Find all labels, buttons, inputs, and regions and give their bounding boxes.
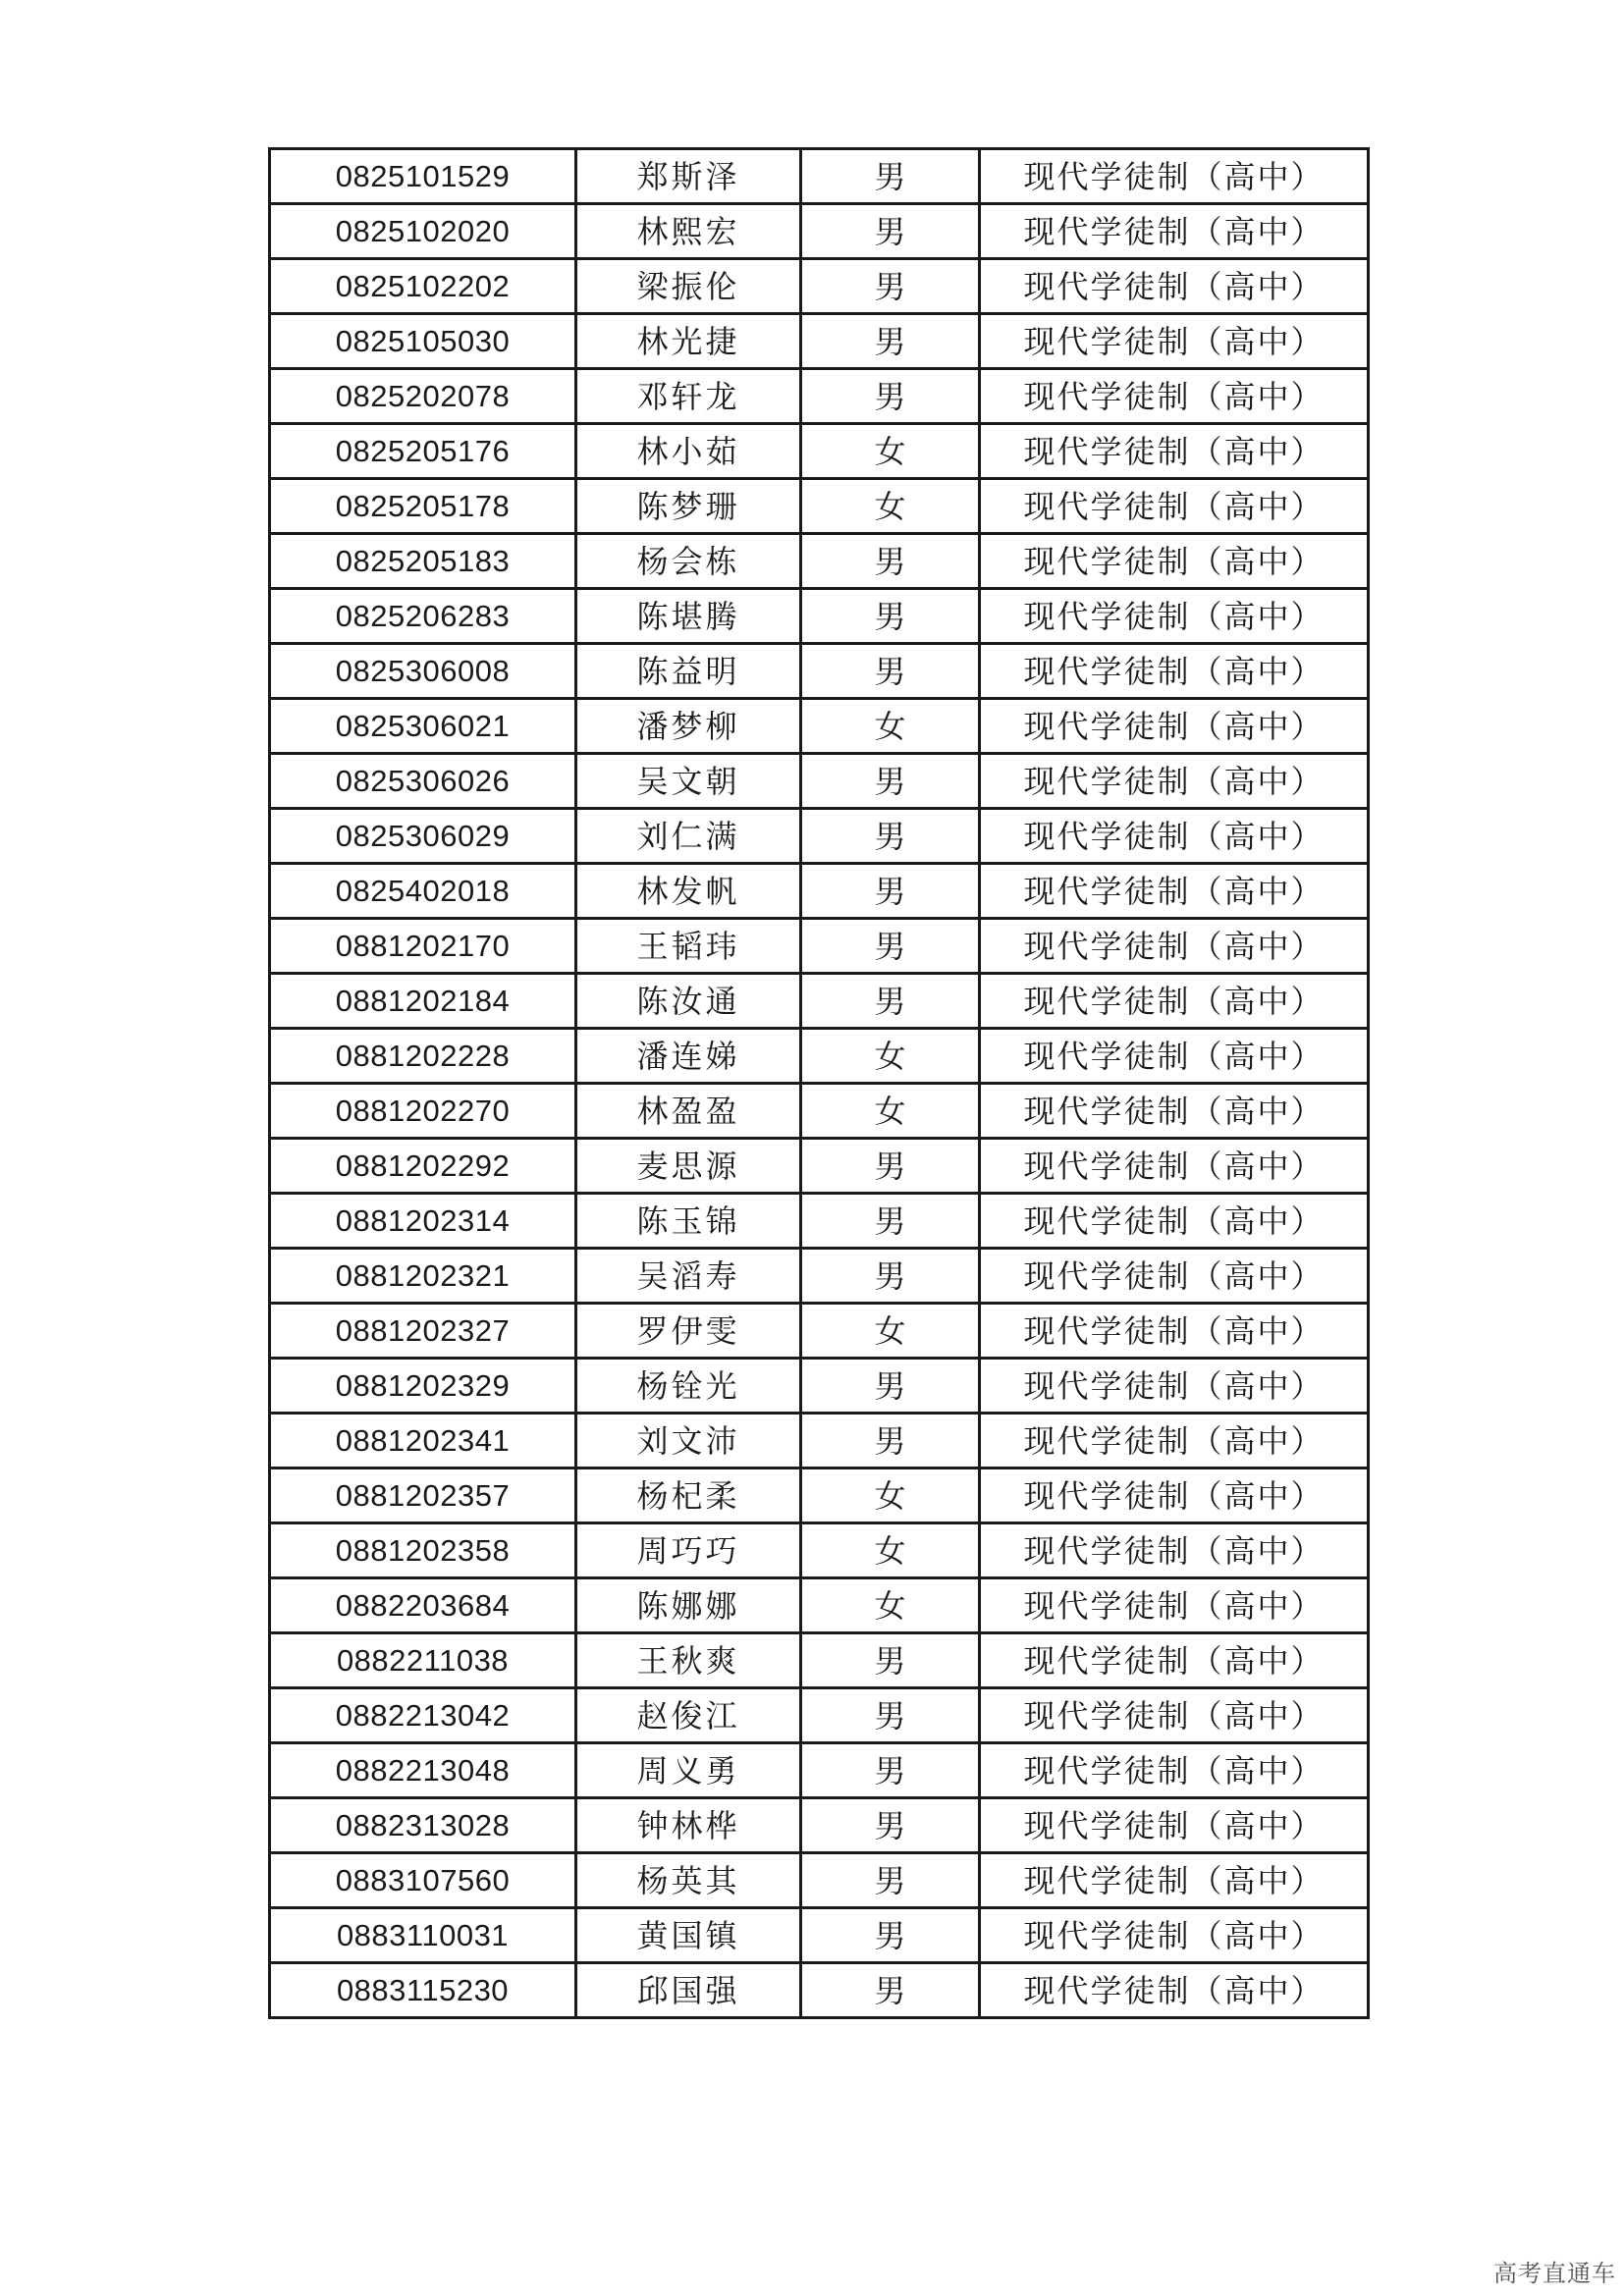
program-cell: 现代学徒制（高中） bbox=[980, 1743, 1369, 1798]
watermark-text: 高考直通车 bbox=[1493, 2260, 1616, 2287]
student-id-cell: 0881202329 bbox=[270, 1359, 576, 1414]
program-cell: 现代学徒制（高中） bbox=[980, 1084, 1369, 1139]
table-row bbox=[270, 864, 1369, 919]
program-cell: 现代学徒制（高中） bbox=[980, 1633, 1369, 1688]
student-id-cell: 0825105030 bbox=[270, 314, 576, 369]
table-row bbox=[270, 314, 1369, 369]
table-row bbox=[270, 699, 1369, 754]
gender-cell: 男 bbox=[801, 1414, 980, 1468]
student-name-cell: 林光捷 bbox=[576, 314, 801, 369]
gender-cell: 男 bbox=[801, 1633, 980, 1688]
student-name-cell: 梁振伦 bbox=[576, 259, 801, 314]
program-cell: 现代学徒制（高中） bbox=[980, 314, 1369, 369]
program-cell: 现代学徒制（高中） bbox=[980, 1688, 1369, 1743]
gender-cell: 男 bbox=[801, 314, 980, 369]
program-cell: 现代学徒制（高中） bbox=[980, 259, 1369, 314]
student-id-cell: 0825402018 bbox=[270, 864, 576, 919]
student-name-cell: 林小茹 bbox=[576, 424, 801, 479]
gender-cell: 男 bbox=[801, 1798, 980, 1853]
table-row bbox=[270, 919, 1369, 974]
table-row bbox=[270, 1414, 1369, 1468]
gender-cell: 男 bbox=[801, 589, 980, 644]
gender-cell: 男 bbox=[801, 1963, 980, 2018]
table-row bbox=[270, 1963, 1369, 2018]
student-id-cell: 0825205183 bbox=[270, 534, 576, 589]
student-id-cell: 0881202321 bbox=[270, 1249, 576, 1304]
student-name-cell: 林发帆 bbox=[576, 864, 801, 919]
student-id-cell: 0881202357 bbox=[270, 1468, 576, 1523]
table-row bbox=[270, 259, 1369, 314]
gender-cell: 女 bbox=[801, 1029, 980, 1084]
table-row bbox=[270, 204, 1369, 259]
student-name-cell: 陈益明 bbox=[576, 644, 801, 699]
student-id-cell: 0825102020 bbox=[270, 204, 576, 259]
program-cell: 现代学徒制（高中） bbox=[980, 479, 1369, 534]
roster-table-body bbox=[270, 149, 1369, 2018]
table-row bbox=[270, 149, 1369, 204]
table-row bbox=[270, 1908, 1369, 1963]
student-name-cell: 杨会栋 bbox=[576, 534, 801, 589]
student-id-cell: 0825205176 bbox=[270, 424, 576, 479]
table-row bbox=[270, 1853, 1369, 1908]
table-row bbox=[270, 369, 1369, 424]
student-id-cell: 0881202270 bbox=[270, 1084, 576, 1139]
student-name-cell: 麦思源 bbox=[576, 1139, 801, 1194]
gender-cell: 男 bbox=[801, 1359, 980, 1414]
gender-cell: 女 bbox=[801, 699, 980, 754]
student-id-cell: 0882313028 bbox=[270, 1798, 576, 1853]
program-cell: 现代学徒制（高中） bbox=[980, 1798, 1369, 1853]
gender-cell: 男 bbox=[801, 1688, 980, 1743]
program-cell: 现代学徒制（高中） bbox=[980, 424, 1369, 479]
program-cell: 现代学徒制（高中） bbox=[980, 699, 1369, 754]
student-name-cell: 潘连娣 bbox=[576, 1029, 801, 1084]
table-row bbox=[270, 644, 1369, 699]
gender-cell: 女 bbox=[801, 1468, 980, 1523]
table-row bbox=[270, 809, 1369, 864]
program-cell: 现代学徒制（高中） bbox=[980, 1853, 1369, 1908]
gender-cell: 男 bbox=[801, 809, 980, 864]
gender-cell: 男 bbox=[801, 644, 980, 699]
table-row bbox=[270, 1084, 1369, 1139]
gender-cell: 男 bbox=[801, 1908, 980, 1963]
table-row bbox=[270, 1139, 1369, 1194]
student-name-cell: 杨杞柔 bbox=[576, 1468, 801, 1523]
gender-cell: 男 bbox=[801, 1743, 980, 1798]
gender-cell: 男 bbox=[801, 974, 980, 1029]
student-id-cell: 0825202078 bbox=[270, 369, 576, 424]
gender-cell: 女 bbox=[801, 1304, 980, 1359]
student-name-cell: 林熙宏 bbox=[576, 204, 801, 259]
student-name-cell: 罗伊雯 bbox=[576, 1304, 801, 1359]
table-row bbox=[270, 754, 1369, 809]
student-id-cell: 0825306008 bbox=[270, 644, 576, 699]
student-name-cell: 刘仁满 bbox=[576, 809, 801, 864]
gender-cell: 男 bbox=[801, 754, 980, 809]
program-cell: 现代学徒制（高中） bbox=[980, 1578, 1369, 1633]
program-cell: 现代学徒制（高中） bbox=[980, 149, 1369, 204]
student-name-cell: 黄国镇 bbox=[576, 1908, 801, 1963]
gender-cell: 男 bbox=[801, 864, 980, 919]
gender-cell: 男 bbox=[801, 919, 980, 974]
table-row bbox=[270, 1633, 1369, 1688]
student-id-cell: 0825306029 bbox=[270, 809, 576, 864]
student-name-cell: 杨英其 bbox=[576, 1853, 801, 1908]
table-row bbox=[270, 1194, 1369, 1249]
student-id-cell: 0883115230 bbox=[270, 1963, 576, 2018]
table-row bbox=[270, 1798, 1369, 1853]
student-name-cell: 周巧巧 bbox=[576, 1523, 801, 1578]
student-id-cell: 0882203684 bbox=[270, 1578, 576, 1633]
gender-cell: 男 bbox=[801, 369, 980, 424]
gender-cell: 男 bbox=[801, 1853, 980, 1908]
student-id-cell: 0881202341 bbox=[270, 1414, 576, 1468]
program-cell: 现代学徒制（高中） bbox=[980, 754, 1369, 809]
table-row bbox=[270, 1578, 1369, 1633]
table-row bbox=[270, 1029, 1369, 1084]
table-row bbox=[270, 1468, 1369, 1523]
gender-cell: 男 bbox=[801, 534, 980, 589]
program-cell: 现代学徒制（高中） bbox=[980, 919, 1369, 974]
student-id-cell: 0881202314 bbox=[270, 1194, 576, 1249]
table-row bbox=[270, 424, 1369, 479]
student-name-cell: 钟林桦 bbox=[576, 1798, 801, 1853]
table-row bbox=[270, 534, 1369, 589]
student-name-cell: 郑斯泽 bbox=[576, 149, 801, 204]
gender-cell: 女 bbox=[801, 1523, 980, 1578]
student-name-cell: 潘梦柳 bbox=[576, 699, 801, 754]
student-name-cell: 陈娜娜 bbox=[576, 1578, 801, 1633]
student-id-cell: 0881202358 bbox=[270, 1523, 576, 1578]
student-id-cell: 0825205178 bbox=[270, 479, 576, 534]
table-row bbox=[270, 974, 1369, 1029]
program-cell: 现代学徒制（高中） bbox=[980, 1029, 1369, 1084]
student-id-cell: 0881202327 bbox=[270, 1304, 576, 1359]
student-id-cell: 0825102202 bbox=[270, 259, 576, 314]
student-id-cell: 0882213042 bbox=[270, 1688, 576, 1743]
student-name-cell: 林盈盈 bbox=[576, 1084, 801, 1139]
table-row bbox=[270, 1688, 1369, 1743]
student-name-cell: 刘文沛 bbox=[576, 1414, 801, 1468]
program-cell: 现代学徒制（高中） bbox=[980, 534, 1369, 589]
student-id-cell: 0882211038 bbox=[270, 1633, 576, 1688]
table-row bbox=[270, 479, 1369, 534]
gender-cell: 男 bbox=[801, 259, 980, 314]
student-name-cell: 王秋爽 bbox=[576, 1633, 801, 1688]
student-id-cell: 0825206283 bbox=[270, 589, 576, 644]
gender-cell: 男 bbox=[801, 1194, 980, 1249]
table-row bbox=[270, 589, 1369, 644]
program-cell: 现代学徒制（高中） bbox=[980, 864, 1369, 919]
program-cell: 现代学徒制（高中） bbox=[980, 204, 1369, 259]
student-name-cell: 邱国强 bbox=[576, 1963, 801, 2018]
program-cell: 现代学徒制（高中） bbox=[980, 1523, 1369, 1578]
table-row bbox=[270, 1523, 1369, 1578]
program-cell: 现代学徒制（高中） bbox=[980, 1194, 1369, 1249]
program-cell: 现代学徒制（高中） bbox=[980, 1963, 1369, 2018]
student-name-cell: 王韬玮 bbox=[576, 919, 801, 974]
program-cell: 现代学徒制（高中） bbox=[980, 589, 1369, 644]
student-name-cell: 赵俊江 bbox=[576, 1688, 801, 1743]
program-cell: 现代学徒制（高中） bbox=[980, 809, 1369, 864]
program-cell: 现代学徒制（高中） bbox=[980, 1304, 1369, 1359]
student-name-cell: 陈玉锦 bbox=[576, 1194, 801, 1249]
gender-cell: 女 bbox=[801, 424, 980, 479]
student-id-cell: 0882213048 bbox=[270, 1743, 576, 1798]
student-name-cell: 杨铨光 bbox=[576, 1359, 801, 1414]
program-cell: 现代学徒制（高中） bbox=[980, 1468, 1369, 1523]
program-cell: 现代学徒制（高中） bbox=[980, 644, 1369, 699]
table-row bbox=[270, 1359, 1369, 1414]
student-name-cell: 吴文朝 bbox=[576, 754, 801, 809]
student-name-cell: 周义勇 bbox=[576, 1743, 801, 1798]
student-id-cell: 0881202292 bbox=[270, 1139, 576, 1194]
program-cell: 现代学徒制（高中） bbox=[980, 1249, 1369, 1304]
student-id-cell: 0881202170 bbox=[270, 919, 576, 974]
program-cell: 现代学徒制（高中） bbox=[980, 1414, 1369, 1468]
table-row bbox=[270, 1304, 1369, 1359]
student-id-cell: 0883110031 bbox=[270, 1908, 576, 1963]
program-cell: 现代学徒制（高中） bbox=[980, 974, 1369, 1029]
program-cell: 现代学徒制（高中） bbox=[980, 1359, 1369, 1414]
program-cell: 现代学徒制（高中） bbox=[980, 369, 1369, 424]
student-id-cell: 0881202184 bbox=[270, 974, 576, 1029]
gender-cell: 男 bbox=[801, 149, 980, 204]
gender-cell: 女 bbox=[801, 1084, 980, 1139]
student-id-cell: 0825306021 bbox=[270, 699, 576, 754]
student-name-cell: 吴滔寿 bbox=[576, 1249, 801, 1304]
table-row bbox=[270, 1743, 1369, 1798]
gender-cell: 女 bbox=[801, 1578, 980, 1633]
student-id-cell: 0883107560 bbox=[270, 1853, 576, 1908]
program-cell: 现代学徒制（高中） bbox=[980, 1908, 1369, 1963]
student-name-cell: 邓轩龙 bbox=[576, 369, 801, 424]
gender-cell: 男 bbox=[801, 204, 980, 259]
student-id-cell: 0825306026 bbox=[270, 754, 576, 809]
student-name-cell: 陈梦珊 bbox=[576, 479, 801, 534]
table-row bbox=[270, 1249, 1369, 1304]
student-name-cell: 陈堪腾 bbox=[576, 589, 801, 644]
student-name-cell: 陈汝通 bbox=[576, 974, 801, 1029]
gender-cell: 女 bbox=[801, 479, 980, 534]
gender-cell: 男 bbox=[801, 1249, 980, 1304]
student-id-cell: 0881202228 bbox=[270, 1029, 576, 1084]
student-id-cell: 0825101529 bbox=[270, 149, 576, 204]
program-cell: 现代学徒制（高中） bbox=[980, 1139, 1369, 1194]
admission-roster-table bbox=[268, 147, 1370, 2019]
gender-cell: 男 bbox=[801, 1139, 980, 1194]
